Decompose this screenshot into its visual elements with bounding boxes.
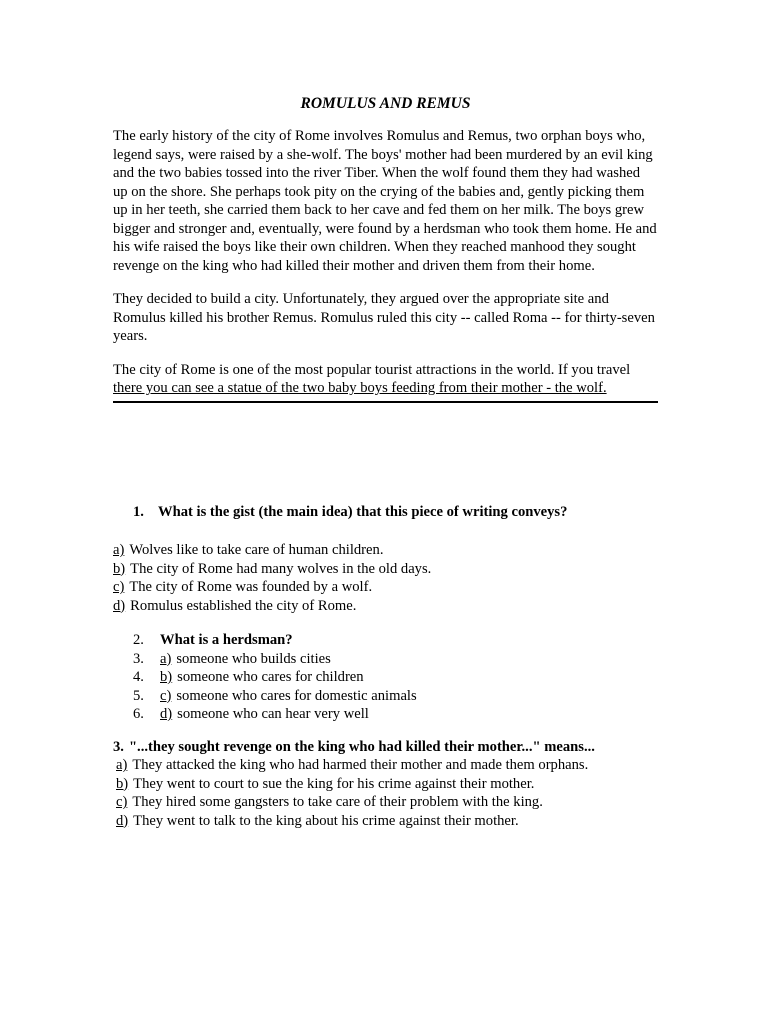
question-3-option-c — [113, 793, 658, 812]
list-number: 3. — [133, 650, 144, 667]
question-3-option-a — [113, 756, 658, 775]
option-text: The city of Rome was founded by a wolf. — [129, 579, 373, 595]
option-text: someone who cares for children — [177, 669, 364, 685]
question-1-option-b — [113, 560, 658, 579]
question-1-number: 1. — [133, 503, 144, 520]
question-1-option-d — [113, 597, 658, 616]
question-3-text: "...they sought revenge on the king who had killed their mother..." means... — [128, 738, 595, 755]
option-text: They went to talk to the king about his crime against their mother. — [133, 812, 519, 829]
option-letter: a) — [160, 650, 172, 667]
question-2-option-a — [133, 650, 658, 669]
story-paragraph-3 — [113, 361, 658, 403]
question-1-text: What is the gist (the main idea) that this piece of writing conveys? — [158, 503, 568, 520]
option-letter: d) — [116, 812, 129, 829]
option-text: They went to court to sue the king for his crime against their mother. — [133, 775, 535, 792]
document-content — [113, 95, 658, 830]
story-paragraph-1: The early history of the city of Rome involves Romulus and Remus, two orphan boys who, legend says, were raised by a she-wolf. The boys' mother had been murdered by an evil king and the two babies tossed into the river Tiber. When the wolf found them they had washed up on the shore. She perhaps took pity on the crying of the babies and, gently picking them up in her teeth, she carried them back to her cave and fed them on her milk. The boys grew bigger and stronger and, eventually, were found by a herdsman who took them home. He and his wife raised the boys like their own children. When they reached manhood they sought revenge on the king who had killed their mother and driven them from their home. — [113, 128, 657, 274]
question-3-options — [113, 756, 658, 830]
option-letter: b) — [116, 775, 129, 792]
question-1-option-a — [113, 541, 658, 560]
option-letter: a) — [113, 542, 125, 558]
option-letter: c) — [113, 579, 125, 595]
question-2-option-b — [133, 668, 658, 687]
list-number: 5. — [133, 687, 144, 704]
option-letter: c) — [116, 794, 128, 810]
question-2-option-d — [133, 705, 658, 724]
question-3-number: 3. — [113, 738, 124, 755]
question-3 — [113, 738, 658, 831]
question-3-option-b — [113, 775, 658, 794]
option-text: They hired some gangsters to take care of their problem with the king. — [132, 794, 543, 810]
question-2-number: 2. — [133, 632, 144, 648]
option-text: someone who builds cities — [176, 650, 331, 667]
question-2-heading — [133, 631, 658, 650]
option-letter: a) — [116, 757, 128, 773]
option-letter: b) — [113, 560, 126, 577]
list-number: 6. — [133, 706, 144, 722]
question-2-option-c — [133, 687, 658, 706]
question-1-option-c — [113, 578, 658, 597]
question-3-heading — [113, 738, 658, 757]
option-letter: d) — [160, 706, 173, 722]
questions-section — [113, 503, 658, 831]
story-paragraph-2: They decided to build a city. Unfortunately, they argued over the appropriate site and Romulus killed his brother Remus. Romulus ruled this city -- called Roma -- for thirty-seven years. — [113, 291, 655, 344]
paragraph-3-normal-text: The city of Rome is one of the most popular tourist attractions in the world. If you travel — [113, 361, 631, 378]
option-letter: b) — [160, 669, 173, 685]
option-text: Wolves like to take care of human children. — [129, 542, 384, 558]
option-letter: d) — [113, 597, 126, 614]
option-letter: c) — [160, 687, 172, 704]
option-text: someone who can hear very well — [177, 706, 369, 722]
option-text: They attacked the king who had harmed their mother and made them orphans. — [132, 757, 589, 773]
option-text: someone who cares for domestic animals — [176, 687, 417, 704]
question-1-heading — [133, 503, 658, 522]
question-3-option-d — [113, 812, 658, 831]
list-number: 4. — [133, 669, 144, 685]
option-text: Romulus established the city of Rome. — [130, 597, 357, 614]
question-2-text: What is a herdsman? — [160, 632, 293, 648]
question-2 — [133, 631, 658, 724]
question-1 — [113, 503, 658, 616]
option-text: The city of Rome had many wolves in the old days. — [130, 560, 432, 577]
question-1-options — [113, 541, 658, 615]
document-title: ROMULUS AND REMUS — [300, 95, 471, 112]
paragraph-3-underlined-text: there you can see a statue of the two baby boys feeding from their mother - the wolf. — [113, 380, 607, 396]
